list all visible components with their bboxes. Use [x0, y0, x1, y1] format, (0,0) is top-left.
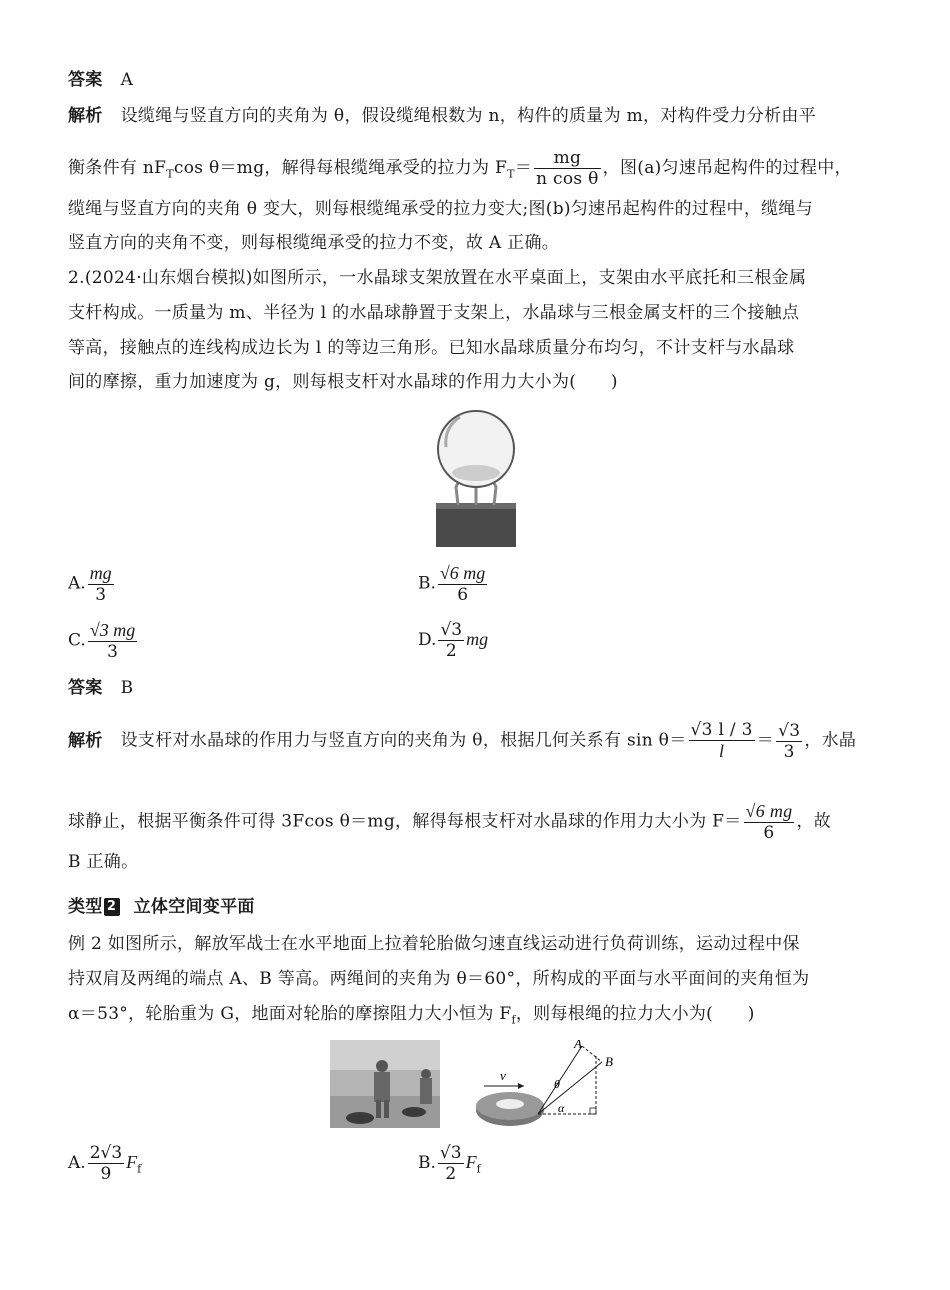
section-heading: [68, 895, 255, 919]
q2-answer-line: [68, 676, 133, 700]
q2-option-b[interactable]: [418, 563, 489, 605]
q1-text-2d: ，图(a)匀速吊起构件的过程中，: [602, 158, 852, 178]
q1-fraction: [534, 148, 601, 189]
ex2-stem-3: [68, 1002, 755, 1032]
ex2-option-b-num: √3: [439, 1143, 462, 1163]
answer-label: 答案: [68, 70, 103, 90]
analysis-label: 解析: [68, 106, 103, 126]
q2-an-num-3: √6 mg: [745, 801, 793, 821]
q2-option-d[interactable]: [418, 620, 488, 661]
q2-analysis-line-1: [68, 720, 856, 762]
ex2-option-b-den: 2: [445, 1164, 457, 1184]
option-label: C.: [68, 630, 86, 651]
ex2-option-b-sub: f: [476, 1162, 481, 1176]
q2-an-tail-2: ，故: [796, 811, 832, 832]
q2-an-num-1: √3 l / 3: [690, 720, 753, 740]
q2-an-text-1: 设支杆对水晶球的作用力与竖直方向的夹角为 θ，根据几何关系有 sin θ＝: [120, 730, 687, 751]
ex2-stem-1: 例 2 如图所示，解放军战士在水平地面上拉着轮胎做匀速直线运动进行负荷训练，运动过程中保: [68, 934, 800, 954]
q2-an-eq: ＝: [756, 730, 775, 751]
q2-stem-3: 等高，接触点的连线构成边长为 l 的等边三角形。已知水晶球质量分布均匀，不计支杆与水晶球: [68, 338, 795, 358]
ex2-option-a-num: 2√3: [89, 1143, 123, 1163]
soldiers-photo: [330, 1040, 440, 1128]
option-label: B.: [418, 1153, 436, 1173]
q1-analysis-text-1: 设缆绳与竖直方向的夹角为 θ，假设缆绳根数为 n，构件的质量为 m，对构件受力分析由平: [120, 106, 817, 126]
q2-an-den-2: 3: [783, 741, 795, 762]
section-prefix: 类型: [68, 897, 103, 917]
option-c-den: 3: [107, 642, 118, 662]
q2-stem-4: 间的摩擦，重力加速度为 g，则每根支杆对水晶球的作用力大小为( ): [68, 372, 618, 392]
q1-analysis-line-4: 竖直方向的夹角不变，则每根缆绳承受的拉力不变，故 A 正确。: [68, 233, 560, 253]
q2-analysis-line-3: B 正确。: [68, 852, 139, 872]
point-b-label: B: [605, 1054, 613, 1069]
ex2-option-a-den: 9: [100, 1164, 112, 1184]
theta-label: θ: [554, 1077, 560, 1091]
q2-an-tail-1: ，水晶: [804, 730, 857, 751]
option-c-num: √3 mg: [89, 620, 136, 640]
q1-frac-den: n cos θ: [536, 169, 599, 189]
ex2-stem-3b: ，则每根绳的拉力大小为( ): [515, 1004, 755, 1024]
option-a-den: 3: [95, 585, 107, 605]
option-d-num: √3: [440, 620, 463, 640]
answer-value: B: [120, 678, 134, 698]
q1-analysis-line-1: [68, 104, 816, 128]
q2-option-c[interactable]: [68, 620, 139, 662]
q2-analysis-line-2: [68, 801, 831, 843]
option-label: A.: [68, 573, 86, 594]
q1-analysis-line-2: [68, 148, 852, 189]
q2-an-fraction-1: [689, 720, 755, 762]
q2-an-fraction-3: [744, 801, 795, 843]
q2-an-num-2: √3: [778, 720, 801, 741]
q1-text-2a: 衡条件有 nF: [68, 158, 167, 178]
q1-eq: ＝: [514, 158, 533, 178]
velocity-label: v: [500, 1068, 506, 1083]
option-d-den: 2: [445, 641, 457, 661]
stand-base: [436, 503, 516, 547]
q1-sub-t: T: [166, 167, 174, 181]
ex2-option-a[interactable]: [68, 1143, 141, 1184]
q2-option-a[interactable]: [68, 563, 116, 605]
q2-an-den-1: l: [718, 741, 725, 761]
option-label: A.: [68, 1153, 86, 1173]
answer-label: 答案: [68, 678, 103, 698]
answer-value: A: [120, 70, 134, 90]
tire-diagram: [474, 1040, 634, 1130]
analysis-label: 解析: [68, 730, 103, 751]
rope-b: [538, 1062, 602, 1114]
ex2-stem-2: 持双肩及两绳的端点 A、B 等高。两绳间的夹角为 θ＝60°，所构成的平面与水平面间的夹角恒为: [68, 969, 810, 989]
q2-stem-1: 2.(2024·山东烟台模拟)如图所示，一水晶球支架放置在水平桌面上，支架由水平底托和三根金属: [68, 268, 807, 288]
option-a-num: mg: [89, 563, 112, 583]
q2-an-text-2: 球静止，根据平衡条件可得 3Fcos θ＝mg，解得每根支杆对水晶球的作用力大小为 F＝: [68, 811, 742, 832]
ex2-option-a-tail: F: [126, 1152, 138, 1172]
option-label: B.: [418, 573, 436, 594]
q1-text-2b: cos θ＝mg，解得每根缆绳承受的拉力为 F: [173, 158, 508, 178]
q2-stem-2: 支杆构成。一质量为 m、半径为 l 的水晶球静置于支架上，水晶球与三根金属支杆的三个接触点: [68, 303, 800, 323]
option-label: D.: [418, 630, 437, 650]
ex2-sub-f: f: [511, 1013, 516, 1027]
point-a-label: A: [574, 1040, 582, 1051]
section-title: 立体空间变平面: [133, 897, 255, 917]
option-b-den: 6: [457, 585, 469, 605]
ex2-stem-3a: α＝53°，轮胎重为 G，地面对轮胎的摩擦阻力大小恒为 F: [68, 1004, 512, 1024]
q1-answer-line: [68, 68, 133, 92]
q2-an-fraction-2: [776, 721, 802, 762]
q1-frac-num: mg: [534, 148, 601, 169]
q1-sub-t2: T: [507, 167, 515, 181]
ex2-option-b-tail: F: [465, 1152, 477, 1172]
option-b-num: √6 mg: [439, 563, 486, 583]
crystal-ball-figure: [430, 407, 522, 549]
q2-an-den-3: 6: [763, 823, 775, 843]
ex2-option-a-sub: f: [137, 1162, 142, 1176]
option-d-tail: mg: [466, 629, 489, 649]
ex2-option-b[interactable]: [418, 1143, 481, 1184]
section-number-badge: 2: [104, 898, 120, 916]
q1-analysis-line-3: 缆绳与竖直方向的夹角 θ 变大，则每根缆绳承受的拉力变大;图(b)匀速吊起构件的过程中，缆绳与: [68, 199, 814, 219]
alpha-label: α: [558, 1101, 565, 1115]
